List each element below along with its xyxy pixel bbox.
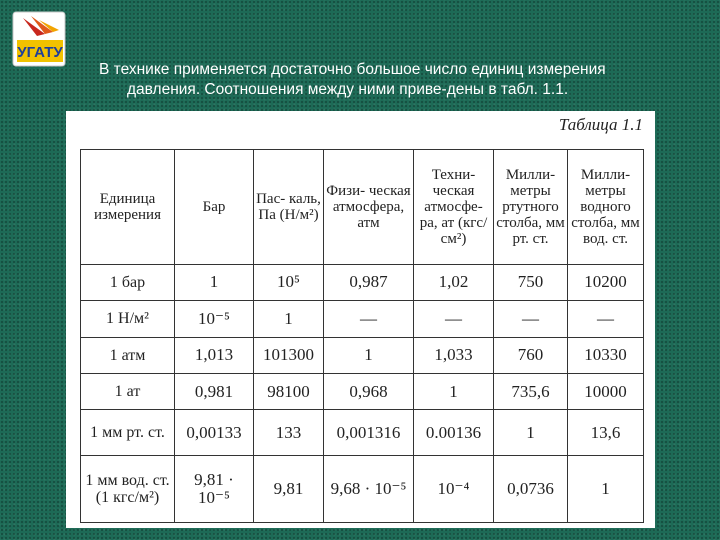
table-cell: 10000 [568, 373, 644, 409]
table-cell: — [414, 301, 494, 337]
table-cell: — [324, 301, 414, 337]
table-caption: Таблица 1.1 [558, 115, 643, 134]
row-label: 1 Н/м² [81, 301, 175, 337]
table-cell: 9,81 [254, 456, 324, 523]
header-cell: Физи- ческая атмосфера, атм [324, 150, 414, 265]
table-cell: 735,6 [494, 373, 568, 409]
row-label: 1 мм вод. ст. (1 кгс/м²) [81, 456, 175, 523]
table-scan [66, 111, 655, 528]
table-row [81, 337, 644, 373]
table-cell: 0,981 [175, 373, 254, 409]
table-cell: 0,0736 [494, 456, 568, 523]
row-label: 1 бар [81, 264, 175, 300]
table-row [81, 373, 644, 409]
heading-line-2: давления. Соотношения между ними приве-дены в табл. 1.1. [127, 81, 569, 98]
table-cell: 1 [175, 264, 254, 300]
table-cell: 10⁻⁴ [414, 456, 494, 523]
table-cell: 0,00133 [175, 410, 254, 456]
table-cell: 1,02 [414, 264, 494, 300]
table-cell: 1 [254, 301, 324, 337]
header-cell: Бар [175, 150, 254, 265]
header-cell: Единица измерения [81, 150, 175, 265]
table-row [81, 264, 644, 300]
table-cell: 1,013 [175, 337, 254, 373]
row-label: 1 атм [81, 337, 175, 373]
table-row [81, 456, 644, 523]
table-cell: 0,987 [324, 264, 414, 300]
header-cell: Пас- каль, Па (Н/м²) [254, 150, 324, 265]
table-cell: 10200 [568, 264, 644, 300]
slide-heading [99, 60, 699, 100]
table-cell: 101300 [254, 337, 324, 373]
heading-line-1: В технике применяется достаточно большое число единиц измерения [99, 61, 606, 78]
table-cell: 0,001316 [324, 410, 414, 456]
table-cell: 1 [414, 373, 494, 409]
university-logo [9, 10, 73, 68]
table-cell: 10⁻⁵ [175, 301, 254, 337]
table-cell: 10330 [568, 337, 644, 373]
table-cell: 10⁵ [254, 264, 324, 300]
table-header-row [81, 150, 644, 265]
table-cell: 9,68 · 10⁻⁵ [324, 456, 414, 523]
table-cell: 1 [568, 456, 644, 523]
row-label: 1 ат [81, 373, 175, 409]
header-cell: Милли- метры водного столба, мм вод. ст. [568, 150, 644, 265]
table-cell: 1,033 [414, 337, 494, 373]
table-cell: 9,81 · 10⁻⁵ [175, 456, 254, 523]
table-cell: — [494, 301, 568, 337]
table-cell: 13,6 [568, 410, 644, 456]
table-cell: 760 [494, 337, 568, 373]
table-row [81, 301, 644, 337]
table-cell: 0,968 [324, 373, 414, 409]
table-cell: 1 [494, 410, 568, 456]
table-row [81, 410, 644, 456]
row-label: 1 мм рт. ст. [81, 410, 175, 456]
logo-text: УГАТУ [17, 44, 63, 61]
table-cell: 133 [254, 410, 324, 456]
table-cell: 98100 [254, 373, 324, 409]
header-cell: Милли- метры ртутного столба, мм рт. ст. [494, 150, 568, 265]
logo-emblem-icon [9, 10, 73, 68]
header-cell: Техни- ческая атмосфе- ра, ат (кгс/см²) [414, 150, 494, 265]
pressure-units-table [80, 149, 644, 523]
table-cell: — [568, 301, 644, 337]
table-cell: 1 [324, 337, 414, 373]
table-cell: 750 [494, 264, 568, 300]
table-cell: 0.00136 [414, 410, 494, 456]
